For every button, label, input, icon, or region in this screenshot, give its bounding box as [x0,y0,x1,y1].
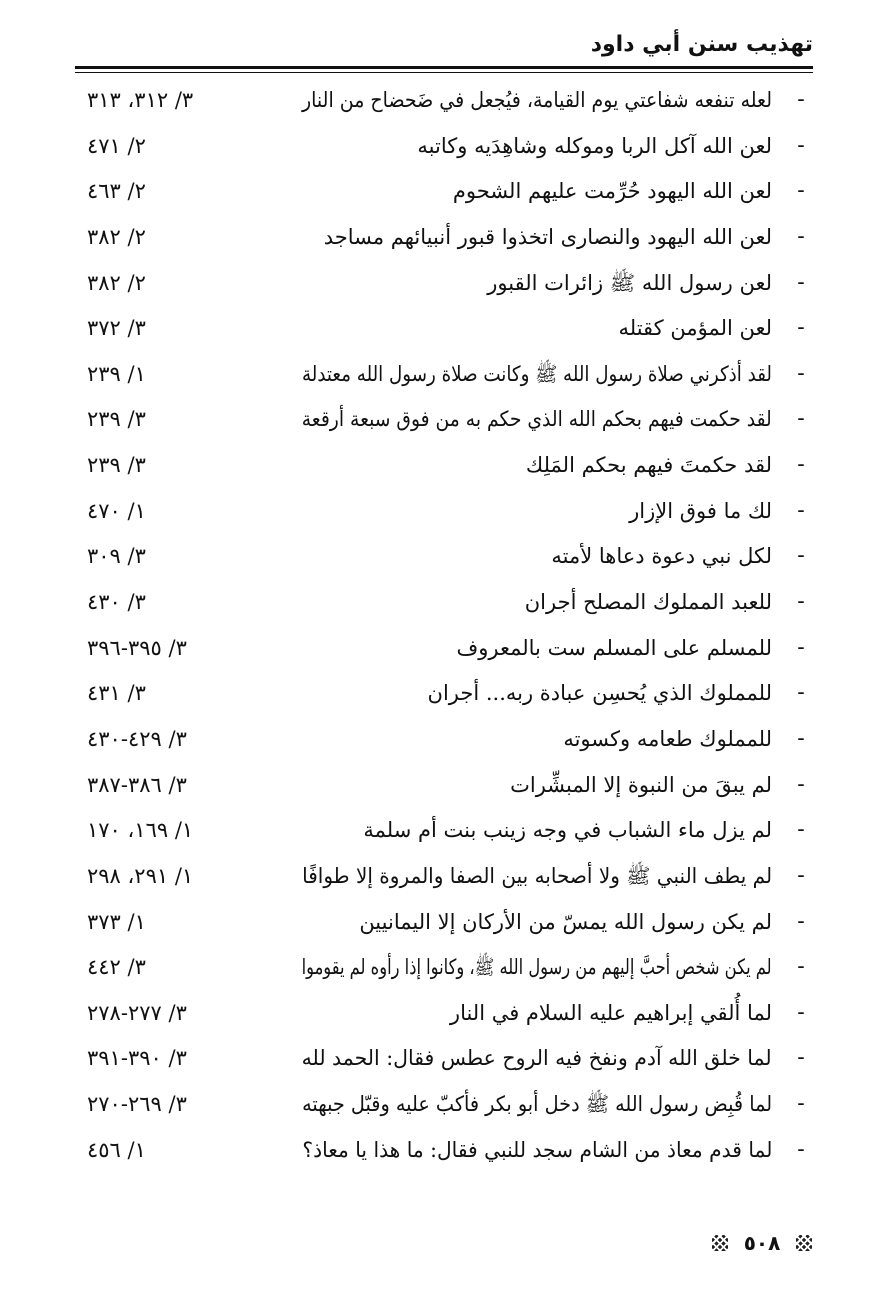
index-entry [75,80,810,126]
hadith-text: للعبد المملوك المصلح أجران [524,590,772,615]
page-number: ٥٠٨ [743,1231,781,1255]
bullet-dash: - [797,87,805,112]
index-entry [75,947,810,993]
hadith-text: لكل نبي دعوة دعاها لأمته [551,544,772,569]
hadith-text: لعن الله آكل الربا وموكله وشاهِدَيه وكاتبه [417,133,772,158]
hadith-text: للمملوك طعامه وكسوته [563,726,772,751]
index-entry [75,1130,810,1176]
volume-page-reference: ٣/ ٢٧٧-٢٧٨ [87,1000,187,1025]
index-entry [75,856,810,902]
hadith-text: للمسلم على المسلم ست بالمعروف [456,635,772,660]
hadith-text: لعن رسول الله ﷺ زائرات القبور [487,270,772,295]
index-entry [75,902,810,948]
bullet-dash: - [797,406,805,432]
index-entry [75,810,810,856]
index-entry [75,445,810,491]
bullet-dash: - [797,862,805,888]
hadith-text: لما قُبِض رسول الله ﷺ دخل أبو بكر فأكبّ عليه وقبّل جبهته [302,1092,772,1117]
hadith-text: لما خلق الله آدم ونفخ فيه الروح عطس فقال: الحمد لله [302,1046,772,1071]
bullet-dash: - [797,725,805,751]
hadith-text: لقد حكمت فيهم بحكم الله الذي حكم به من فوق سبعة أرقعة [302,407,772,432]
bullet-dash: - [797,452,805,478]
index-entry [75,582,810,628]
hadith-text: لم يطف النبي ﷺ ولا أصحابه بين الصفا والمروة إلا طوافًا [302,863,772,888]
volume-page-reference: ٣/ ٢٦٩-٢٧٠ [87,1092,187,1117]
volume-page-reference: ٣/ ٤٤٢ [87,955,146,980]
hadith-index-list [75,80,810,1175]
index-entry [75,536,810,582]
hadith-text: لقد حكمتَ فيهم بحكم المَلِك [525,453,772,478]
volume-page-reference: ٢/ ٤٦٣ [87,179,146,204]
bullet-dash: - [797,999,805,1025]
index-entry [75,491,810,537]
index-entry [75,308,810,354]
bullet-dash: - [797,771,805,797]
volume-page-reference: ٣/ ٤٢٩-٤٣٠ [87,726,187,751]
hadith-text: لما قدم معاذ من الشام سجد للنبي فقال: ما هذا يا معاذ؟ [302,1137,772,1162]
index-entry [75,126,810,172]
bullet-dash: - [797,132,805,158]
bullet-dash: - [797,680,805,706]
index-entry [75,399,810,445]
index-entry [75,263,810,309]
hadith-text: لعله تنفعه شفاعتي يوم القيامة، فيُجعل في ضَحضاح من النار [302,88,772,112]
hadith-text: للمملوك الذي يُحسِن عبادة ربه... أجران [427,681,772,706]
volume-page-reference: ٣/ ٣٩٠-٣٩١ [87,1046,187,1071]
volume-page-reference: ٣/ ٣٠٩ [87,544,146,569]
hadith-text: لعن الله اليهود حُرِّمت عليهم الشحوم [452,179,772,204]
hadith-text: لك ما فوق الإزار [629,498,772,523]
hadith-text: لعن المؤمن كقتله [618,316,772,341]
index-entry [75,171,810,217]
volume-page-reference: ١/ ٢٣٩ [87,361,146,386]
volume-page-reference: ٣/ ٣١٢، ٣١٣ [87,88,194,112]
book-title: تهذيب سنن أبي داود [590,32,813,57]
bullet-dash: - [797,269,805,295]
volume-page-reference: ١/ ٣٧٣ [87,909,146,934]
hadith-text: لعن الله اليهود والنصارى اتخذوا قبور أنبيائهم مساجد [323,224,772,249]
hadith-text: لما أُلقي إبراهيم عليه السلام في النار [449,1000,772,1025]
bullet-dash: - [797,1136,805,1162]
index-entry [75,354,810,400]
volume-page-reference: ٣/ ٤٣٠ [87,590,146,615]
volume-page-reference: ٣/ ٢٣٩ [87,407,146,432]
volume-page-reference: ١/ ٤٥٦ [87,1137,146,1162]
index-entry [75,1038,810,1084]
index-entry [75,1084,810,1130]
ornament-icon [796,1235,812,1251]
bullet-dash: - [797,589,805,615]
volume-page-reference: ٢/ ٤٧١ [87,133,146,158]
bullet-dash: - [797,817,805,843]
volume-page-reference: ٣/ ٣٩٥-٣٩٦ [87,635,187,660]
index-entry [75,765,810,811]
bullet-dash: - [797,954,805,980]
bullet-dash: - [797,543,805,569]
volume-page-reference: ١/ ٢٩١، ٢٩٨ [87,863,194,888]
ornament-icon [712,1235,728,1251]
hadith-text: لقد أذكرني صلاة رسول الله ﷺ وكانت صلاة رسول الله معتدلة [302,361,772,386]
volume-page-reference: ٣/ ٢٣٩ [87,453,146,478]
page-footer [712,1228,812,1258]
bullet-dash: - [797,497,805,523]
index-entry [75,673,810,719]
header-rule-thin [75,72,813,73]
bullet-dash: - [797,178,805,204]
hadith-text: لم يكن رسول الله يمسّ من الأركان إلا اليمانيين [359,909,772,934]
volume-page-reference: ١/ ٤٧٠ [87,498,146,523]
bullet-dash: - [797,1091,805,1117]
bullet-dash: - [797,360,805,386]
volume-page-reference: ٢/ ٣٨٢ [87,270,146,295]
volume-page-reference: ٢/ ٣٨٢ [87,224,146,249]
index-entry [75,217,810,263]
index-entry [75,993,810,1039]
hadith-text: لم يبقَ من النبوة إلا المبشِّرات [510,772,772,797]
volume-page-reference: ٣/ ٣٨٦-٣٨٧ [87,772,187,797]
header-rule-thick [75,66,813,69]
volume-page-reference: ١/ ١٦٩، ١٧٠ [87,818,194,843]
bullet-dash: - [797,1045,805,1071]
hadith-text: لم يزل ماء الشباب في وجه زينب بنت أم سلمة [363,818,772,843]
index-entry [75,719,810,765]
bullet-dash: - [797,223,805,249]
hadith-text: لم يكن شخص أحبَّ إليهم من رسول الله ﷺ، وكانوا إذا رأوه لم يقوموا [302,955,772,980]
index-entry [75,628,810,674]
volume-page-reference: ٣/ ٣٧٢ [87,316,146,341]
volume-page-reference: ٣/ ٤٣١ [87,681,146,706]
bullet-dash: - [797,908,805,934]
bullet-dash: - [797,634,805,660]
bullet-dash: - [797,315,805,341]
